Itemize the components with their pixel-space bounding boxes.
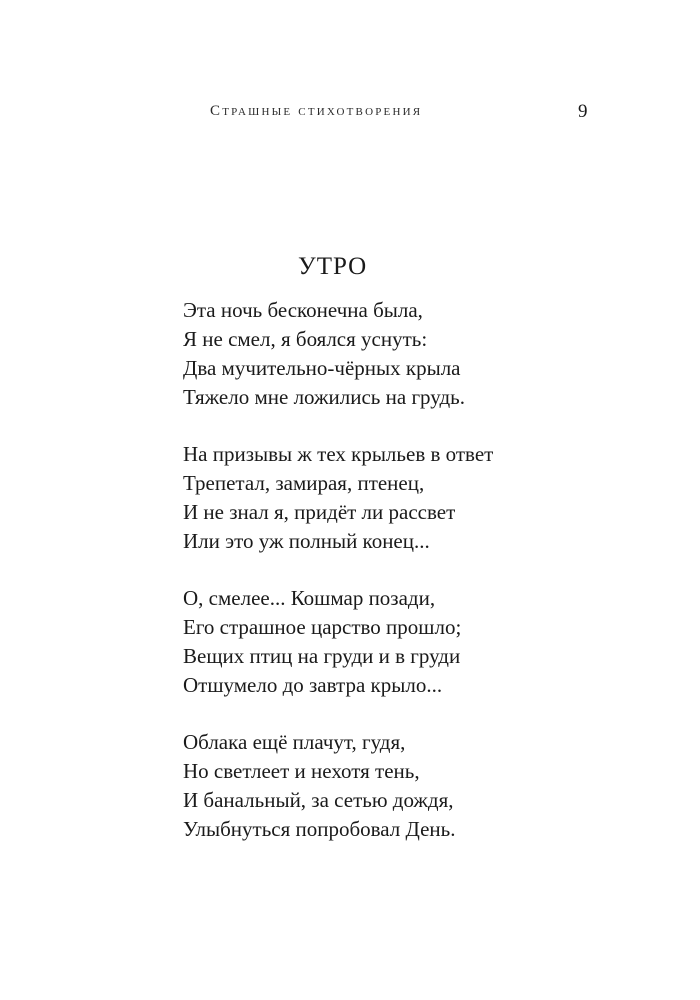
poem-line: Его страшное царство прошло;	[183, 615, 462, 639]
poem-title: УТРО	[298, 253, 368, 280]
poem	[183, 252, 583, 872]
poem-line: Вещих птиц на груди и в груди	[183, 644, 461, 668]
poem-line: И банальный, за сетью дождя,	[183, 788, 454, 812]
poem-line: Два мучительно-чёрных крыла	[183, 356, 461, 380]
poem-line: Но светлеет и нехотя тень,	[183, 759, 420, 783]
stanza-4	[183, 728, 583, 844]
poem-line: Улыбнуться попробовал День.	[183, 817, 456, 841]
stanza-2	[183, 440, 583, 556]
poem-line: Отшумело до завтра крыло...	[183, 673, 443, 697]
poem-line: На призывы ж тех крыльев в ответ	[183, 442, 494, 466]
poem-line: Я не смел, я боялся уснуть:	[183, 327, 428, 351]
poem-line: И не знал я, придёт ли рассвет	[183, 500, 456, 524]
poem-line: Или это уж полный конец...	[183, 529, 430, 553]
poem-line: О, смелее... Кошмар позади,	[183, 586, 436, 610]
running-title: Страшные стихотворения	[210, 103, 423, 119]
poem-line: Облака ещё плачут, гудя,	[183, 730, 406, 754]
stanza-3	[183, 584, 583, 700]
page-number: 9	[578, 101, 588, 122]
running-head	[0, 103, 700, 127]
poem-line: Эта ночь бесконечна была,	[183, 298, 423, 322]
stanza-1	[183, 296, 583, 412]
poem-line: Тяжело мне ложились на грудь.	[183, 385, 465, 409]
poem-line: Трепетал, замирая, птенец,	[183, 471, 425, 495]
